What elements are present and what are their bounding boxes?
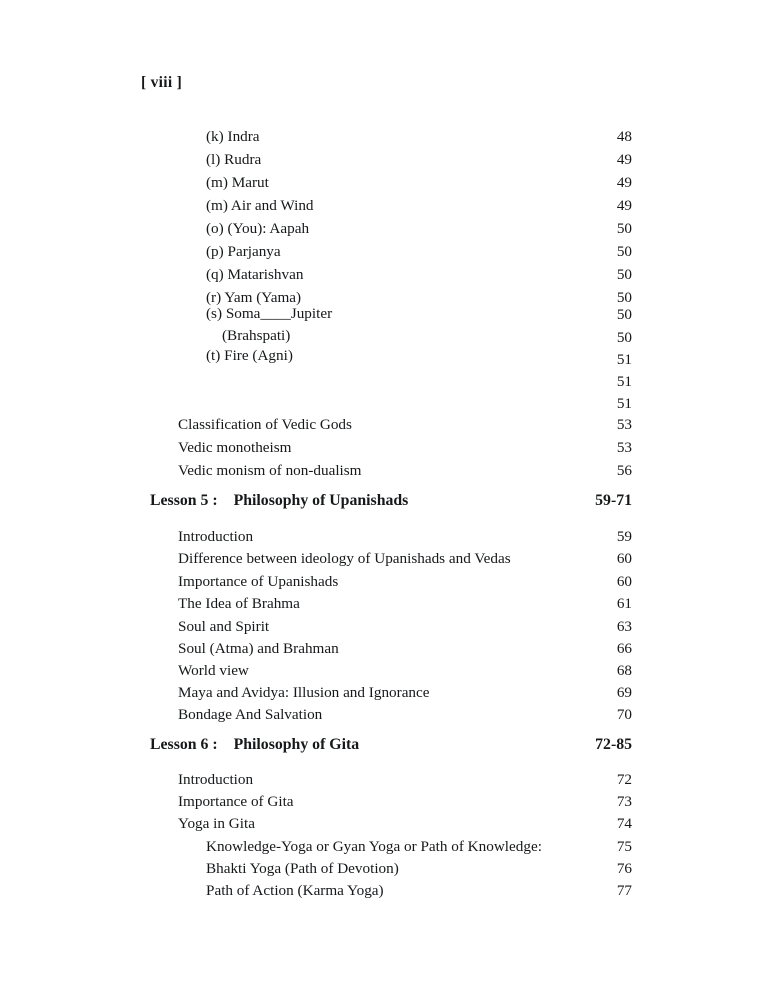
toc-entry-label[interactable]: Introduction — [178, 528, 254, 545]
deity-list-page-number: 50 — [616, 329, 632, 346]
toc-entry-page-number: 70 — [616, 706, 632, 723]
deity-list-page-number: 50 — [616, 220, 632, 237]
deity-list-page-number: 49 — [616, 174, 632, 191]
lesson-6-title: Philosophy of Gita — [233, 736, 360, 753]
toc-entry-page-number: 66 — [616, 640, 632, 657]
lesson-5-heading[interactable] — [150, 489, 408, 512]
toc-entry-page-number: 53 — [616, 439, 632, 456]
toc-entry-label[interactable]: Classification of Vedic Gods — [178, 416, 352, 433]
toc-entry-label[interactable]: Soul and Spirit — [178, 618, 270, 635]
toc-entry-page-number: 72 — [616, 771, 632, 788]
toc-entry-label[interactable]: Difference between ideology of Upanishads and Vedas — [178, 550, 511, 567]
lesson-5-page-range: 59-71 — [595, 492, 632, 509]
deity-list-page-number: 51 — [616, 351, 632, 368]
deity-list-page-number: 49 — [616, 151, 632, 168]
toc-entry-page-number: 68 — [616, 662, 632, 679]
toc-entry-page-number: 76 — [616, 860, 632, 877]
toc-entry-label[interactable]: Soul (Atma) and Brahman — [178, 640, 339, 657]
toc-entry-label[interactable]: Path of Action (Karma Yoga) — [206, 882, 384, 899]
deity-list-item[interactable]: (k) Indra — [206, 128, 260, 145]
lesson-5-title: Philosophy of Upanishads — [233, 492, 409, 509]
toc-entry-label[interactable]: The Idea of Brahma — [178, 595, 300, 612]
lesson-6-page-range: 72-85 — [595, 736, 632, 753]
deity-list-item[interactable]: (p) Parjanya — [206, 243, 281, 260]
toc-entry-label[interactable]: Introduction — [178, 771, 254, 788]
toc-entry-label[interactable]: Bondage And Salvation — [178, 706, 323, 723]
toc-entry-page-number: 56 — [616, 462, 632, 479]
deity-list-page-number: 51 — [616, 395, 632, 412]
deity-list-page-number: 50 — [616, 266, 632, 283]
deity-list-page-number: 50 — [616, 289, 632, 306]
toc-entry-page-number: 63 — [616, 618, 632, 635]
toc-entry-page-number: 77 — [616, 882, 632, 899]
deity-list-page-number: 49 — [616, 197, 632, 214]
deity-list-item[interactable]: (l) Rudra — [206, 151, 262, 168]
lesson-6-number: Lesson 6 : — [150, 736, 218, 753]
toc-entry-page-number: 60 — [616, 573, 632, 590]
deity-list-item[interactable]: (m) Marut — [206, 174, 269, 191]
lesson-6-heading[interactable] — [150, 733, 359, 756]
deity-list-item[interactable]: (o) (You): Aapah — [206, 220, 310, 237]
toc-entry-page-number: 74 — [616, 815, 632, 832]
deity-list-item[interactable]: (Brahspati) — [222, 327, 291, 344]
toc-entry-page-number: 73 — [616, 793, 632, 810]
deity-list-item[interactable]: (q) Matarishvan — [206, 266, 304, 283]
deity-list-page-number: 51 — [616, 373, 632, 390]
toc-entry-label[interactable]: Vedic monotheism — [178, 439, 292, 456]
toc-entry-page-number: 60 — [616, 550, 632, 567]
lesson-5-number: Lesson 5 : — [150, 492, 218, 509]
toc-entry-page-number: 59 — [616, 528, 632, 545]
toc-entry-page-number: 61 — [616, 595, 632, 612]
toc-entry-label[interactable]: Bhakti Yoga (Path of Devotion) — [206, 860, 399, 877]
deity-list-item[interactable]: (s) Soma____Jupiter — [206, 305, 333, 322]
deity-list-item[interactable]: (t) Fire (Agni) — [206, 347, 293, 364]
toc-entry-page-number: 53 — [616, 416, 632, 433]
page-folio: [ viii ] — [141, 74, 183, 91]
toc-entry-label[interactable]: Knowledge-Yoga or Gyan Yoga or Path of Knowledge: — [206, 838, 542, 855]
deity-list-item[interactable]: (m) Air and Wind — [206, 197, 314, 214]
deity-list-item[interactable]: (r) Yam (Yama) — [206, 289, 302, 306]
toc-entry-label[interactable]: Importance of Upanishads — [178, 573, 339, 590]
toc-entry-label[interactable]: Maya and Avidya: Illusion and Ignorance — [178, 684, 430, 701]
toc-entry-label[interactable]: Vedic monism of non-dualism — [178, 462, 362, 479]
toc-entry-label[interactable]: Yoga in Gita — [178, 815, 255, 832]
deity-list-page-number: 50 — [616, 306, 632, 323]
toc-entry-label[interactable]: Importance of Gita — [178, 793, 294, 810]
toc-entry-label[interactable]: World view — [178, 662, 249, 679]
deity-list-page-number: 48 — [616, 128, 632, 145]
toc-entry-page-number: 75 — [616, 838, 632, 855]
deity-list-page-number: 50 — [616, 243, 632, 260]
toc-entry-page-number: 69 — [616, 684, 632, 701]
